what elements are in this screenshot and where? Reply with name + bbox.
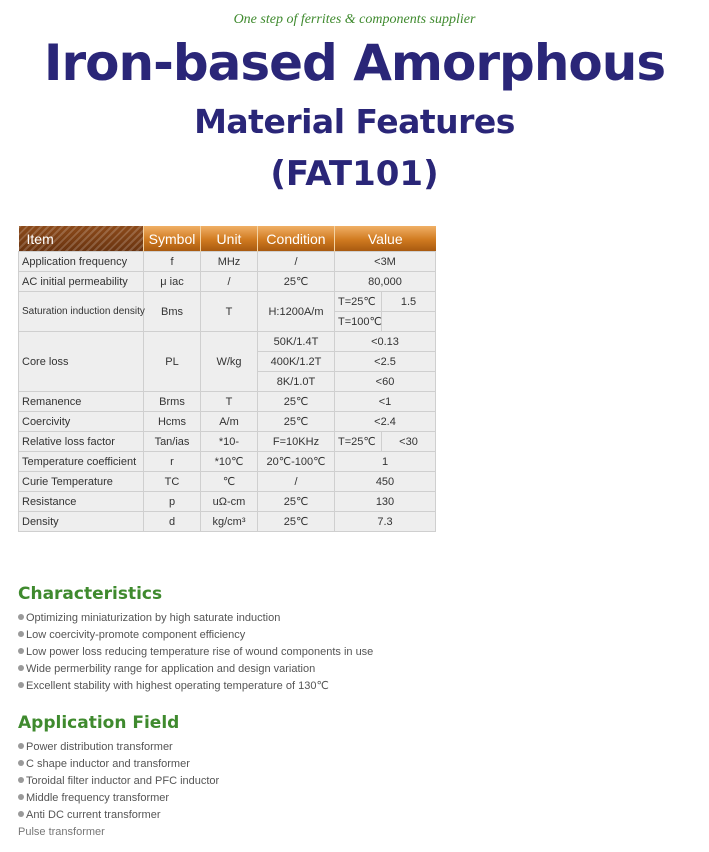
bullet-icon bbox=[18, 614, 24, 620]
list-item: Low coercivity-promote component efficiency bbox=[18, 627, 373, 644]
bullet-icon bbox=[18, 682, 24, 688]
bullet-icon bbox=[18, 743, 24, 749]
row-symbol: Hcms bbox=[144, 412, 201, 432]
bullet-icon bbox=[18, 760, 24, 766]
row-item: Resistance bbox=[19, 492, 144, 512]
table-row bbox=[19, 292, 436, 312]
tagline: One step of ferrites & components supplier bbox=[233, 12, 476, 27]
row-item: Application frequency bbox=[19, 252, 144, 272]
row-condition: / bbox=[258, 472, 335, 492]
bullet-icon bbox=[18, 648, 24, 654]
row-unit: kg/cm³ bbox=[201, 512, 258, 532]
page-subtitle: Material Features bbox=[194, 102, 515, 141]
header-value: Value bbox=[335, 226, 436, 252]
row-unit: *10- bbox=[201, 432, 258, 452]
row-item: Temperature coefficient bbox=[19, 452, 144, 472]
header-unit: Unit bbox=[201, 226, 258, 252]
row-item: Curie Temperature bbox=[19, 472, 144, 492]
table-row bbox=[19, 392, 436, 412]
list-item: Power distribution transformer bbox=[18, 739, 219, 756]
row-unit: T bbox=[201, 292, 258, 332]
row-symbol: f bbox=[144, 252, 201, 272]
row-item: AC initial permeability bbox=[19, 272, 144, 292]
row-symbol: Brms bbox=[144, 392, 201, 412]
list-item: Wide permerbility range for application and design variation bbox=[18, 661, 373, 678]
row-condition: / bbox=[258, 252, 335, 272]
row-value: <0.13 bbox=[335, 332, 436, 352]
row-symbol: μ iac bbox=[144, 272, 201, 292]
characteristics-list bbox=[18, 610, 373, 695]
row-condition: 25℃ bbox=[258, 392, 335, 412]
row-condition: 25℃ bbox=[258, 412, 335, 432]
row-value: 130 bbox=[335, 492, 436, 512]
row-condition: 25℃ bbox=[258, 492, 335, 512]
row-value: <1 bbox=[335, 392, 436, 412]
row-symbol: d bbox=[144, 512, 201, 532]
row-item: Core loss bbox=[19, 332, 144, 392]
row-condition: H:1200A/m bbox=[258, 292, 335, 332]
row-value: <30 bbox=[382, 432, 436, 452]
row-value: <3M bbox=[335, 252, 436, 272]
table-row bbox=[19, 332, 436, 352]
row-condition: 20℃-100℃ bbox=[258, 452, 335, 472]
row-unit: MHz bbox=[201, 252, 258, 272]
header-symbol: Symbol bbox=[144, 226, 201, 252]
row-symbol: PL bbox=[144, 332, 201, 392]
bullet-icon bbox=[18, 665, 24, 671]
spec-table bbox=[18, 226, 436, 532]
header-condition: Condition bbox=[258, 226, 335, 252]
bullet-icon bbox=[18, 777, 24, 783]
table-header-row bbox=[19, 226, 436, 252]
row-condition: 25℃ bbox=[258, 272, 335, 292]
row-unit: uΩ-cm bbox=[201, 492, 258, 512]
table-row bbox=[19, 452, 436, 472]
row-unit: W/kg bbox=[201, 332, 258, 392]
table-row bbox=[19, 472, 436, 492]
row-item: Saturation induction density bbox=[19, 292, 144, 332]
page-title: Iron-based Amorphous bbox=[43, 34, 666, 92]
row-symbol: Tan/ias bbox=[144, 432, 201, 452]
row-unit: A/m bbox=[201, 412, 258, 432]
row-item: Remanence bbox=[19, 392, 144, 412]
row-item: Density bbox=[19, 512, 144, 532]
list-item: Middle frequency transformer bbox=[18, 790, 219, 807]
row-subcondition: T=25℃ bbox=[335, 432, 382, 452]
row-unit: / bbox=[201, 272, 258, 292]
row-unit: T bbox=[201, 392, 258, 412]
row-unit: ℃ bbox=[201, 472, 258, 492]
row-value: 1 bbox=[335, 452, 436, 472]
bullet-icon bbox=[18, 631, 24, 637]
list-item: Optimizing miniaturization by high saturate induction bbox=[18, 610, 373, 627]
row-value: 80,000 bbox=[335, 272, 436, 292]
row-condition: 50K/1.4T bbox=[258, 332, 335, 352]
list-item: Low power loss reducing temperature rise of wound components in use bbox=[18, 644, 373, 661]
table-row bbox=[19, 412, 436, 432]
table-row bbox=[19, 492, 436, 512]
characteristics-heading: Characteristics bbox=[18, 584, 163, 604]
bullet-icon bbox=[18, 794, 24, 800]
list-item: C shape inductor and transformer bbox=[18, 756, 219, 773]
row-symbol: r bbox=[144, 452, 201, 472]
material-code: (FAT101) bbox=[270, 154, 439, 194]
row-unit: *10℃ bbox=[201, 452, 258, 472]
row-symbol: TC bbox=[144, 472, 201, 492]
table-row bbox=[19, 252, 436, 272]
row-item: Coercivity bbox=[19, 412, 144, 432]
row-value: 1.5 bbox=[382, 292, 436, 312]
application-list bbox=[18, 739, 219, 824]
row-condition: 25℃ bbox=[258, 512, 335, 532]
row-condition: F=10KHz bbox=[258, 432, 335, 452]
row-value bbox=[382, 312, 436, 332]
row-subcondition: T=100℃ bbox=[335, 312, 382, 332]
table-row bbox=[19, 512, 436, 532]
table-row bbox=[19, 272, 436, 292]
list-item: Excellent stability with highest operating temperature of 130℃ bbox=[18, 678, 373, 695]
list-item: Anti DC current transformer bbox=[18, 807, 219, 824]
row-value: 450 bbox=[335, 472, 436, 492]
row-condition: 8K/1.0T bbox=[258, 372, 335, 392]
row-value: <2.5 bbox=[335, 352, 436, 372]
bullet-icon bbox=[18, 811, 24, 817]
header-item: Item bbox=[19, 226, 144, 252]
list-item: Toroidal filter inductor and PFC inductor bbox=[18, 773, 219, 790]
table-row bbox=[19, 432, 436, 452]
row-condition: 400K/1.2T bbox=[258, 352, 335, 372]
row-item: Relative loss factor bbox=[19, 432, 144, 452]
row-value: <60 bbox=[335, 372, 436, 392]
row-value: 7.3 bbox=[335, 512, 436, 532]
application-heading: Application Field bbox=[18, 713, 180, 733]
row-value: <2.4 bbox=[335, 412, 436, 432]
row-symbol: Bms bbox=[144, 292, 201, 332]
row-subcondition: T=25℃ bbox=[335, 292, 382, 312]
row-symbol: p bbox=[144, 492, 201, 512]
clipped-list-item: Pulse transformer bbox=[18, 826, 105, 838]
